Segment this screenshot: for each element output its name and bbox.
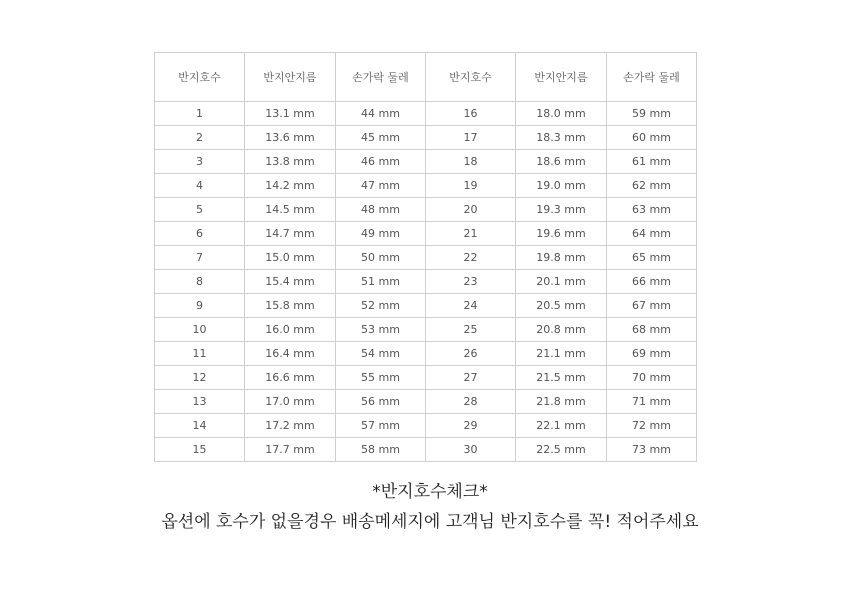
- table-row: [155, 126, 697, 150]
- table-row: [155, 390, 697, 414]
- finger-circumference-cell: 48 mm: [336, 198, 426, 222]
- inner-diameter-cell: 15.8 mm: [245, 294, 336, 318]
- finger-circumference-cell: 72 mm: [607, 414, 697, 438]
- ring-size-cell: 28: [426, 390, 516, 414]
- inner-diameter-cell: 13.8 mm: [245, 150, 336, 174]
- finger-circumference-cell: 51 mm: [336, 270, 426, 294]
- inner-diameter-cell: 21.5 mm: [516, 366, 607, 390]
- ring-size-cell: 11: [155, 342, 245, 366]
- inner-diameter-cell: 19.0 mm: [516, 174, 607, 198]
- ring-size-cell: 3: [155, 150, 245, 174]
- inner-diameter-cell: 17.0 mm: [245, 390, 336, 414]
- ring-size-table: [154, 52, 697, 462]
- inner-diameter-cell: 22.1 mm: [516, 414, 607, 438]
- ring-size-cell: 21: [426, 222, 516, 246]
- ring-size-cell: 29: [426, 414, 516, 438]
- ring-size-cell: 18: [426, 150, 516, 174]
- inner-diameter-cell: 17.2 mm: [245, 414, 336, 438]
- inner-diameter-cell: 19.8 mm: [516, 246, 607, 270]
- ring-size-check-note: 옵션에 호수가 없을경우 배송메세지에 고객님 반지호수를 꼭! 적어주세요: [161, 512, 699, 532]
- ring-size-cell: 10: [155, 318, 245, 342]
- finger-circumference-cell: 60 mm: [607, 126, 697, 150]
- header-finger-circumference: 손가락 둘레: [607, 53, 697, 102]
- header-ring-size: 반지호수: [155, 53, 245, 102]
- inner-diameter-cell: 14.7 mm: [245, 222, 336, 246]
- ring-size-cell: 5: [155, 198, 245, 222]
- finger-circumference-cell: 62 mm: [607, 174, 697, 198]
- inner-diameter-cell: 20.1 mm: [516, 270, 607, 294]
- inner-diameter-cell: 19.3 mm: [516, 198, 607, 222]
- finger-circumference-cell: 73 mm: [607, 438, 697, 462]
- inner-diameter-cell: 21.8 mm: [516, 390, 607, 414]
- finger-circumference-cell: 53 mm: [336, 318, 426, 342]
- finger-circumference-cell: 70 mm: [607, 366, 697, 390]
- ring-size-cell: 1: [155, 102, 245, 126]
- table-row: [155, 174, 697, 198]
- table-row: [155, 342, 697, 366]
- ring-size-cell: 27: [426, 366, 516, 390]
- ring-size-cell: 14: [155, 414, 245, 438]
- table-row: [155, 102, 697, 126]
- finger-circumference-cell: 68 mm: [607, 318, 697, 342]
- ring-size-cell: 26: [426, 342, 516, 366]
- inner-diameter-cell: 14.5 mm: [245, 198, 336, 222]
- ring-size-cell: 22: [426, 246, 516, 270]
- finger-circumference-cell: 50 mm: [336, 246, 426, 270]
- inner-diameter-cell: 20.8 mm: [516, 318, 607, 342]
- ring-size-cell: 19: [426, 174, 516, 198]
- inner-diameter-cell: 18.6 mm: [516, 150, 607, 174]
- finger-circumference-cell: 63 mm: [607, 198, 697, 222]
- ring-size-cell: 16: [426, 102, 516, 126]
- ring-size-cell: 25: [426, 318, 516, 342]
- finger-circumference-cell: 44 mm: [336, 102, 426, 126]
- ring-size-cell: 4: [155, 174, 245, 198]
- table-row: [155, 438, 697, 462]
- finger-circumference-cell: 47 mm: [336, 174, 426, 198]
- table-header-row: [155, 53, 697, 102]
- header-ring-size: 반지호수: [426, 53, 516, 102]
- table-row: [155, 318, 697, 342]
- inner-diameter-cell: 21.1 mm: [516, 342, 607, 366]
- table-row: [155, 150, 697, 174]
- table-row: [155, 222, 697, 246]
- finger-circumference-cell: 64 mm: [607, 222, 697, 246]
- inner-diameter-cell: 19.6 mm: [516, 222, 607, 246]
- ring-size-cell: 15: [155, 438, 245, 462]
- finger-circumference-cell: 56 mm: [336, 390, 426, 414]
- table-row: [155, 294, 697, 318]
- finger-circumference-cell: 57 mm: [336, 414, 426, 438]
- finger-circumference-cell: 52 mm: [336, 294, 426, 318]
- finger-circumference-cell: 59 mm: [607, 102, 697, 126]
- inner-diameter-cell: 16.4 mm: [245, 342, 336, 366]
- finger-circumference-cell: 71 mm: [607, 390, 697, 414]
- finger-circumference-cell: 55 mm: [336, 366, 426, 390]
- table-row: [155, 414, 697, 438]
- ring-size-cell: 9: [155, 294, 245, 318]
- table-row: [155, 246, 697, 270]
- finger-circumference-cell: 46 mm: [336, 150, 426, 174]
- header-inner-diameter: 반지안지름: [245, 53, 336, 102]
- inner-diameter-cell: 16.0 mm: [245, 318, 336, 342]
- table-row: [155, 198, 697, 222]
- finger-circumference-cell: 45 mm: [336, 126, 426, 150]
- inner-diameter-cell: 14.2 mm: [245, 174, 336, 198]
- ring-size-cell: 17: [426, 126, 516, 150]
- finger-circumference-cell: 65 mm: [607, 246, 697, 270]
- ring-size-cell: 8: [155, 270, 245, 294]
- inner-diameter-cell: 13.1 mm: [245, 102, 336, 126]
- ring-size-check-title: *반지호수체크*: [372, 482, 488, 502]
- inner-diameter-cell: 22.5 mm: [516, 438, 607, 462]
- header-inner-diameter: 반지안지름: [516, 53, 607, 102]
- finger-circumference-cell: 69 mm: [607, 342, 697, 366]
- table-row: [155, 270, 697, 294]
- inner-diameter-cell: 15.0 mm: [245, 246, 336, 270]
- finger-circumference-cell: 67 mm: [607, 294, 697, 318]
- ring-size-cell: 2: [155, 126, 245, 150]
- ring-size-cell: 20: [426, 198, 516, 222]
- inner-diameter-cell: 20.5 mm: [516, 294, 607, 318]
- ring-size-cell: 7: [155, 246, 245, 270]
- finger-circumference-cell: 61 mm: [607, 150, 697, 174]
- finger-circumference-cell: 66 mm: [607, 270, 697, 294]
- ring-size-cell: 24: [426, 294, 516, 318]
- ring-size-cell: 6: [155, 222, 245, 246]
- finger-circumference-cell: 54 mm: [336, 342, 426, 366]
- finger-circumference-cell: 49 mm: [336, 222, 426, 246]
- inner-diameter-cell: 15.4 mm: [245, 270, 336, 294]
- ring-size-cell: 12: [155, 366, 245, 390]
- ring-size-cell: 23: [426, 270, 516, 294]
- inner-diameter-cell: 13.6 mm: [245, 126, 336, 150]
- ring-size-cell: 13: [155, 390, 245, 414]
- header-finger-circumference: 손가락 둘레: [336, 53, 426, 102]
- inner-diameter-cell: 16.6 mm: [245, 366, 336, 390]
- inner-diameter-cell: 17.7 mm: [245, 438, 336, 462]
- ring-size-cell: 30: [426, 438, 516, 462]
- inner-diameter-cell: 18.3 mm: [516, 126, 607, 150]
- table-row: [155, 366, 697, 390]
- inner-diameter-cell: 18.0 mm: [516, 102, 607, 126]
- finger-circumference-cell: 58 mm: [336, 438, 426, 462]
